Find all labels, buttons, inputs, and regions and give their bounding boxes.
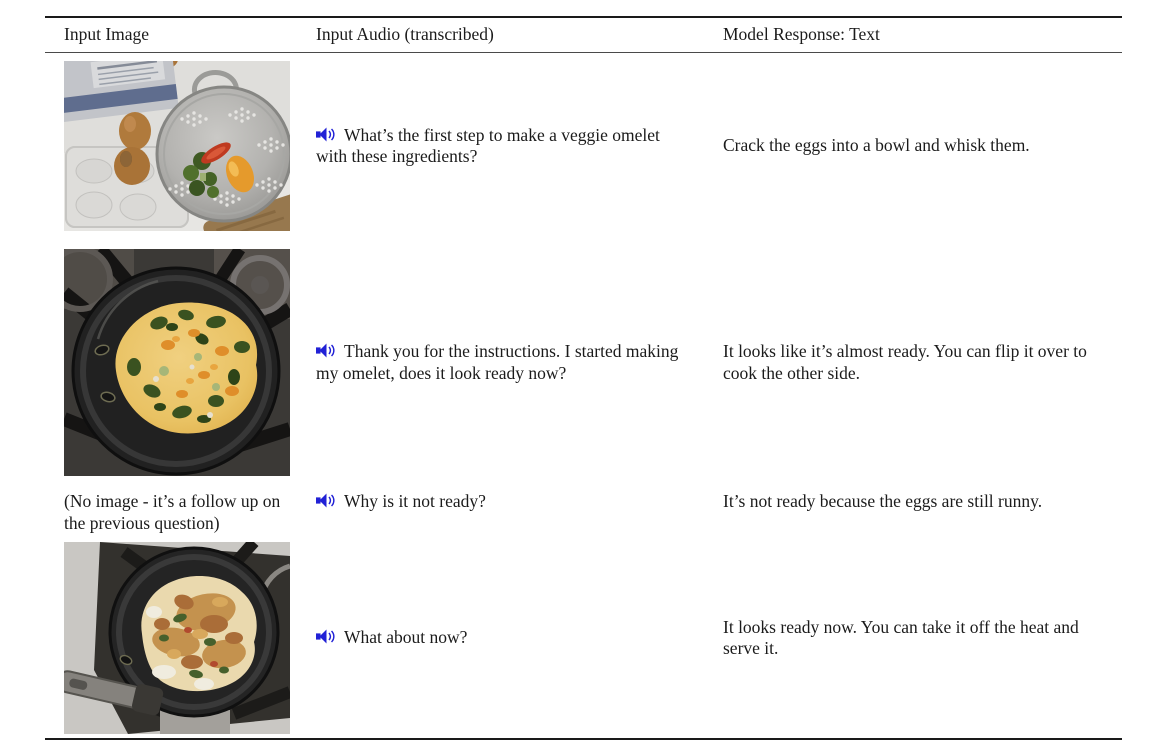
model-response-text: It’s not ready because the eggs are still runny. <box>723 491 1043 511</box>
col-header-input-image: Input Image <box>45 17 297 53</box>
model-response-text: It looks like it’s almost ready. You can flip it over to cook the other side. <box>723 341 1087 383</box>
response-cell <box>704 53 1122 241</box>
audio-cell <box>297 240 704 485</box>
audio-cell <box>297 53 704 241</box>
audio-transcript: What about now? <box>344 627 468 648</box>
table-row <box>45 485 1122 540</box>
no-image-note-cell <box>45 485 297 540</box>
runny-omelet-in-pan-photo <box>64 249 290 476</box>
speaker-audio-icon <box>316 493 337 508</box>
audio-transcript: Why is it not ready? <box>344 491 486 511</box>
model-response-text: Crack the eggs into a bowl and whisk them. <box>723 135 1030 156</box>
examples-table <box>45 16 1122 740</box>
col-header-input-audio: Input Audio (transcribed) <box>297 17 704 53</box>
audio-cell <box>297 540 704 739</box>
response-cell <box>704 240 1122 485</box>
table-row <box>45 540 1122 739</box>
speaker-audio-icon <box>316 629 337 644</box>
response-cell <box>704 485 1122 540</box>
header-row <box>45 17 1122 53</box>
audio-transcript: What’s the first step to make a veggie omelet with these ingredients? <box>316 124 660 166</box>
input-image-cell <box>45 53 297 241</box>
response-cell <box>704 540 1122 739</box>
cooked-omelet-in-pan-photo <box>64 542 290 734</box>
audio-transcript: Thank you for the instructions. I started making my omelet, does it look ready now? <box>316 341 679 383</box>
col-header-model-response: Model Response: Text <box>704 17 1122 53</box>
colander-eggs-vegetables-photo <box>64 61 290 231</box>
input-image-cell <box>45 240 297 485</box>
no-image-note: (No image - it’s a follow up on the previous question) <box>64 491 281 533</box>
audio-cell <box>297 485 704 540</box>
model-response-text: It looks ready now. You can take it off the heat and serve it. <box>723 616 1079 658</box>
speaker-audio-icon <box>316 343 337 358</box>
table-row <box>45 240 1122 485</box>
input-image-cell <box>45 540 297 739</box>
speaker-audio-icon <box>316 127 337 142</box>
table-row <box>45 53 1122 241</box>
